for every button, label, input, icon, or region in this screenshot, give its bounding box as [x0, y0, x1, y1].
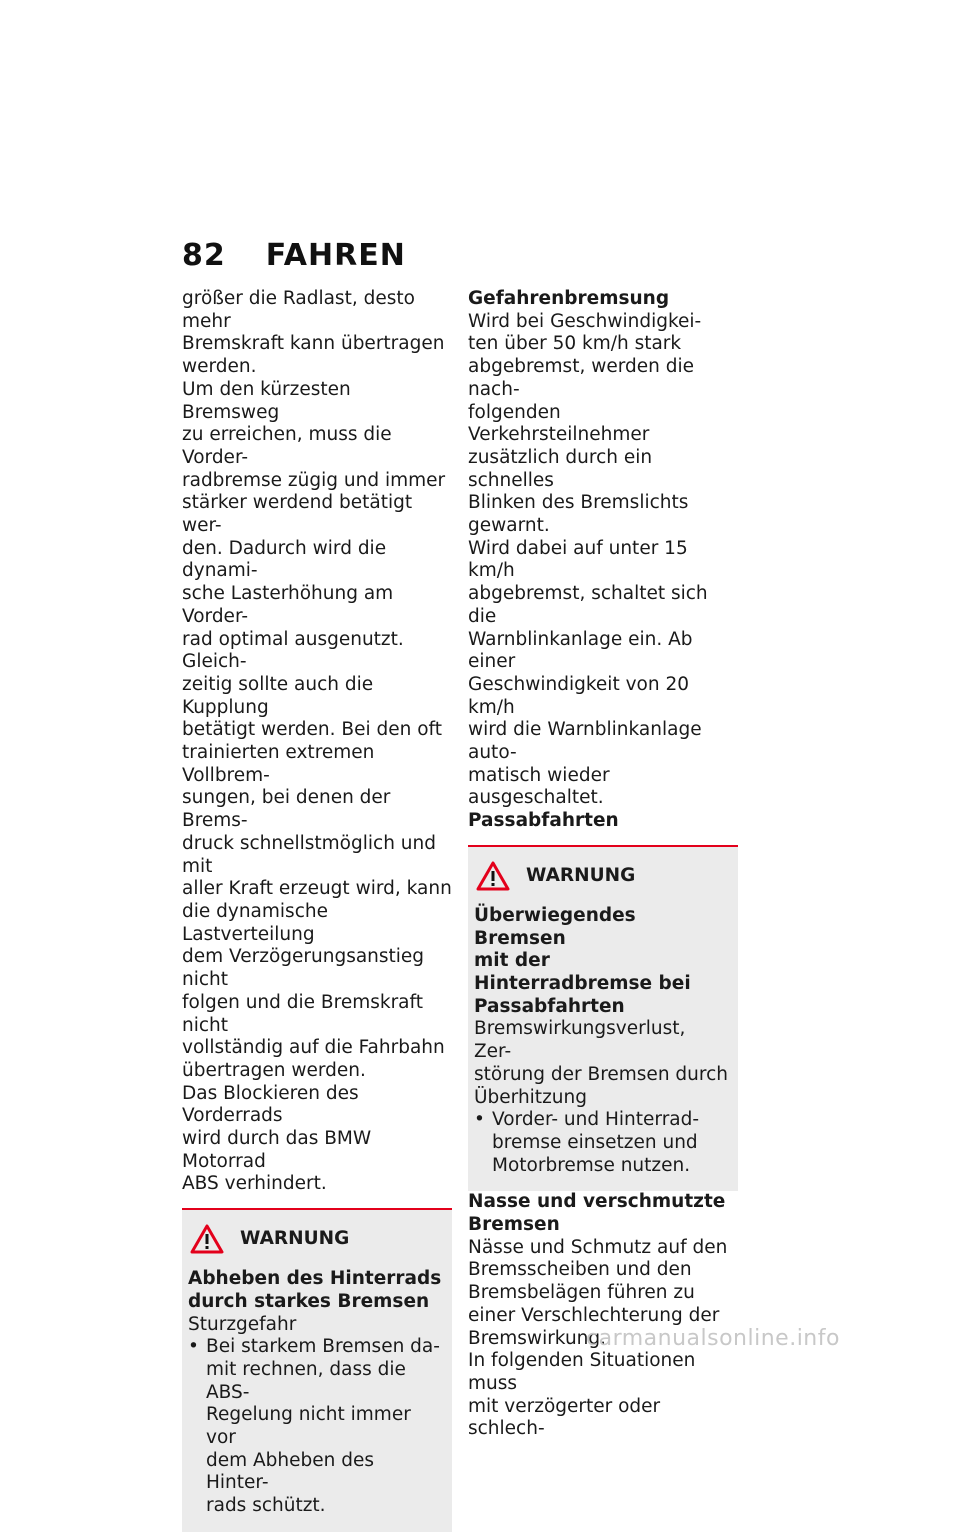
- intro-paragraph: größer die Radlast, desto mehr Bremskraft kann übertragen werden. Um den kürzesten Bremsweg zu erreichen, muss die Vorder- radbremse zügig und immer stärker werdend betätigt wer- den. Dadurch wird die dynami- sche Lasterhöhung am Vorder- rad optimal ausgenutzt. Gleich- zeitig sollte auch die Kupplung betätigt werden. Bei den oft trainierten extremen Vollbrem- sungen, bei denen der Brems- druck schnellstmöglich und mit aller Kraft erzeugt wird, kann die dynamische Lastverteilung dem Verzögerungsanstieg nicht folgen und die Bremskraft nicht vollständig auf die Fahrbahn übertragen werden. Das Blockieren des Vorderrads wird durch das BMW Motorrad ABS verhindert.: [182, 288, 452, 1195]
- bullet-dot-icon: •: [474, 1109, 485, 1131]
- page-header: [182, 238, 406, 273]
- warning-bullet: [474, 1109, 728, 1177]
- warning-cause: Sturzgefahr: [188, 1313, 297, 1335]
- warning-title: WARNUNG: [526, 864, 636, 886]
- left-column: [182, 288, 452, 1532]
- section-heading-passabfahrten: Passabfahrten: [468, 810, 619, 832]
- section-heading-nasse-bremsen: Nasse und verschmutzte Bremsen: [468, 1191, 726, 1236]
- warning-bullet-text: Vorder- und Hinterrad- bremse einsetzen und Motorbremse nutzen.: [492, 1109, 700, 1176]
- right-column: [468, 288, 738, 1441]
- warning-bullet-text: Bei starkem Bremsen da- mit rechnen, dass die ABS- Regelung nicht immer vor dem Abheben des Hinter- rads schützt.: [206, 1336, 440, 1517]
- warning-box-abheben: [182, 1208, 452, 1532]
- section-heading-gefahrenbremsung: Gefahrenbremsung: [468, 288, 670, 309]
- section-body-gefahrenbremsung: Wird bei Geschwindigkei- ten über 50 km/h stark abgebremst, werden die nach- folgenden Verkehrsteilnehmer zusätzlich durch ein schnelles Blinken des Bremslichts gewarnt. Wird dabei auf unter 15 km/h abgebremst, schaltet sich die Warnblinkanlage ein. Ab einer Geschwindigkeit von 20 km/h wird die Warnblinkanlage auto- matisch wieder ausgeschaltet.: [468, 310, 708, 809]
- warning-triangle-icon: [190, 1224, 224, 1254]
- bullet-dot-icon: •: [188, 1336, 199, 1358]
- warning-title-row: [190, 1224, 442, 1254]
- warning-bullet: [188, 1336, 442, 1518]
- section-body-nasse-bremsen: Nässe und Schmutz auf den Bremsscheiben und den Bremsbelägen führen zu einer Verschlechterung der Bremswirkung. In folgenden Situationen muss mit verzögerter oder schlech-: [468, 1236, 728, 1440]
- chapter-title: FAHREN: [265, 238, 406, 273]
- page-number: 82: [182, 238, 226, 273]
- warning-cause: Bremswirkungsverlust, Zer- störung der Bremsen durch Überhitzung: [474, 1018, 728, 1108]
- warning-heading: Überwiegendes Bremsen mit der Hinterradbremse bei Passabfahrten: [474, 904, 691, 1017]
- warning-box-passabfahrten: [468, 845, 738, 1191]
- warning-triangle-icon: [476, 861, 510, 891]
- warning-title: WARNUNG: [240, 1227, 350, 1249]
- watermark: carmanualsonline.info: [586, 1326, 840, 1351]
- warning-title-row: [476, 861, 728, 891]
- warning-heading: Abheben des Hinterrads durch starkes Bremsen: [188, 1268, 442, 1312]
